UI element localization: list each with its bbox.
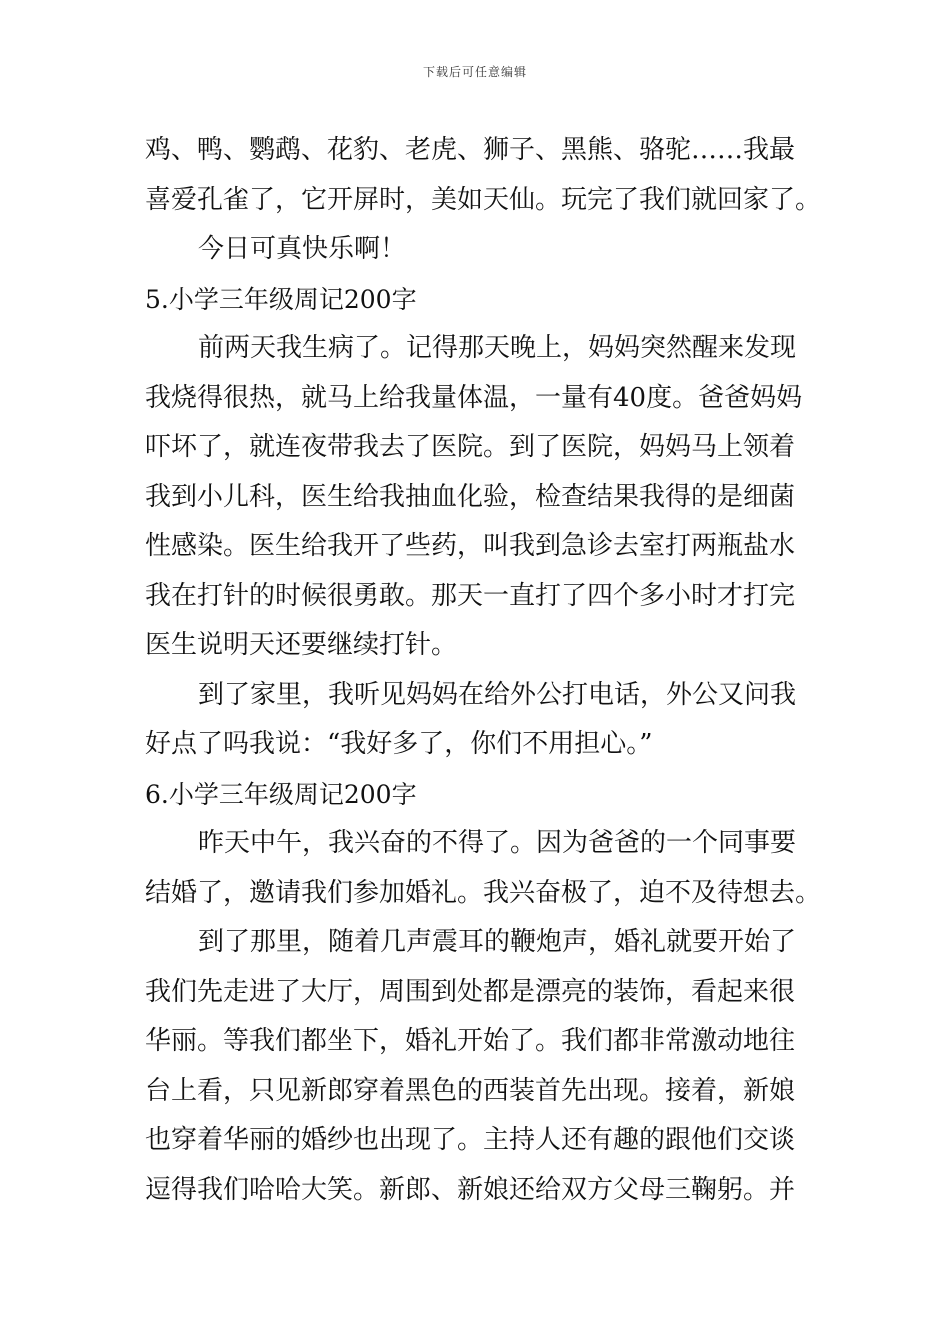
text-line: 医生说明天还要继续打针。: [145, 630, 458, 660]
text-line: 逗得我们哈哈大笑。新郎、新娘还给双方父母三鞠躬。并: [145, 1174, 796, 1205]
text-line: 喜爱孔雀了，它开屏时，美如天仙。玩完了我们就回家了。: [145, 184, 822, 215]
text-line: 也穿着华丽的婚纱也出现了。主持人还有趣的跟他们交谈: [145, 1125, 796, 1155]
text-line: 华丽。等我们都坐下，婚礼开始了。我们都非常激动地往: [145, 1026, 796, 1056]
text-line: 鸡、鸭、鹦鹉、花豹、老虎、狮子、黑熊、骆驼……我最: [145, 135, 796, 165]
text-line: 前两天我生病了。记得那天晚上，妈妈突然醒来发现: [198, 333, 797, 363]
text-line: 我们先走进了大厅，周围到处都是漂亮的装饰，看起来很: [145, 976, 796, 1007]
text-line: 性感染。医生给我开了些药，叫我到急诊去室打两瓶盐水: [145, 531, 796, 561]
text-line: 昨天中午，我兴奋的不得了。因为爸爸的一个同事要: [198, 828, 797, 858]
document-body: [145, 126, 822, 1215]
text-line: 好点了吗我说：“我好多了，你们不用担心。”: [145, 729, 653, 759]
text-line: 我烧得很热，就马上给我量体温，一量有40度。爸爸妈妈: [145, 382, 803, 413]
text-line: 吓坏了，就连夜带我去了医院。到了医院，妈妈马上领着: [145, 432, 796, 462]
text-line: 台上看，只见新郎穿着黑色的西装首先出现。接着，新娘: [145, 1075, 796, 1106]
text-line: 我在打针的时候很勇敢。那天一直打了四个多小时才打完: [145, 580, 796, 611]
section-heading: 5.小学三年级周记200字: [145, 284, 417, 314]
text-line: 结婚了，邀请我们参加婚礼。我兴奋极了，迫不及待想去。: [145, 877, 822, 908]
text-line: 到了家里，我听见妈妈在给外公打电话，外公又问我: [198, 679, 797, 710]
text-line: 到了那里，随着几声震耳的鞭炮声，婚礼就要开始了: [198, 927, 797, 957]
text-line: 我到小儿科，医生给我抽血化验，检查结果我得的是细菌: [145, 481, 796, 512]
page-header: 下载后可任意编辑: [422, 65, 527, 79]
section-heading: 6.小学三年级周记200字: [145, 779, 417, 809]
text-line: 今日可真快乐啊！: [198, 234, 407, 264]
